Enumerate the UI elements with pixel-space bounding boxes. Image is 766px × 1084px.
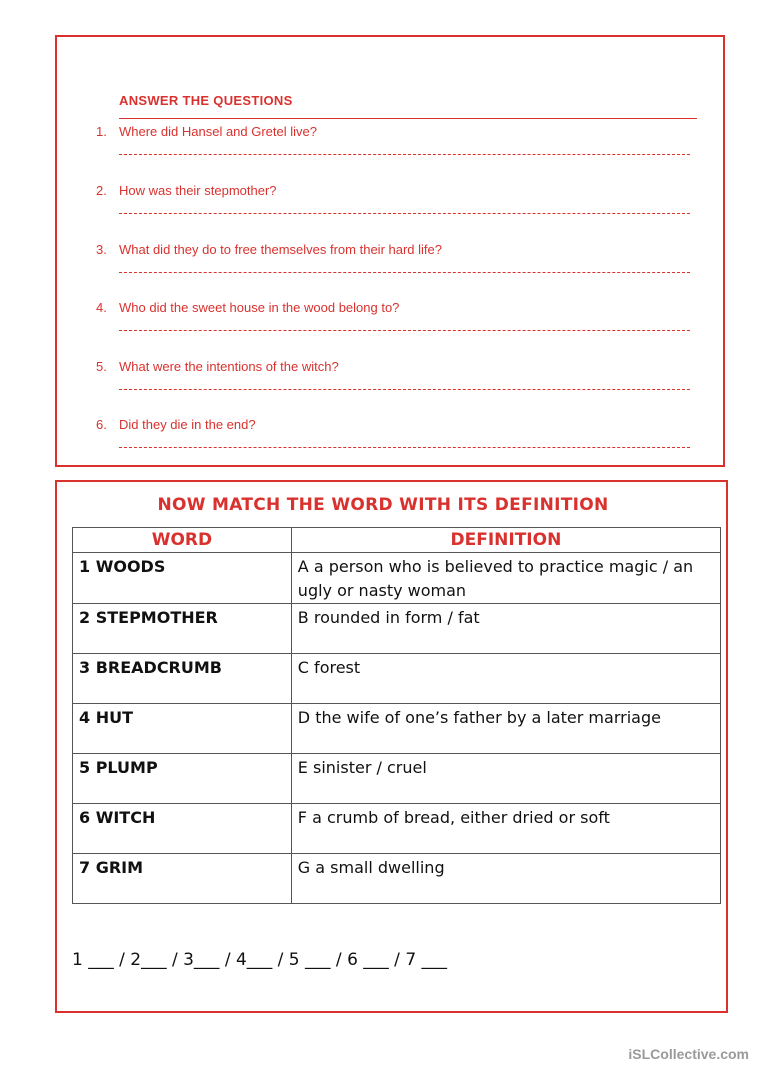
- word-header: WORD: [73, 528, 292, 553]
- question-text: Where did Hansel and Gretel live?: [119, 124, 317, 139]
- question-number: 4.: [96, 300, 107, 315]
- table-row: [73, 754, 721, 804]
- question-item: [0, 359, 766, 417]
- question-number: 5.: [96, 359, 107, 374]
- word-cell: 3 BREADCRUMB: [73, 654, 292, 704]
- word-cell: 2 STEPMOTHER: [73, 604, 292, 654]
- word-cell: 6 WITCH: [73, 804, 292, 854]
- question-item: [0, 417, 766, 475]
- question-text: What were the intentions of the witch?: [119, 359, 339, 374]
- question-number: 1.: [96, 124, 107, 139]
- question-item: [0, 124, 766, 182]
- definition-cell: G a small dwelling: [291, 854, 720, 904]
- question-text: How was their stepmother?: [119, 183, 277, 198]
- definition-cell: F a crumb of bread, either dried or soft: [291, 804, 720, 854]
- matching-title: NOW MATCH THE WORD WITH ITS DEFINITION: [157, 495, 609, 515]
- definition-cell: C forest: [291, 654, 720, 704]
- definition-cell: E sinister / cruel: [291, 754, 720, 804]
- questions-title: ANSWER THE QUESTIONS: [119, 93, 293, 108]
- title-underline: [119, 118, 697, 119]
- matching-answer-blanks[interactable]: 1 ___ / 2___ / 3___ / 4___ / 5 ___ / 6 ___ / 7 ___: [72, 950, 448, 970]
- table-row: [73, 604, 721, 654]
- table-row: [73, 704, 721, 754]
- answer-line[interactable]: [119, 213, 690, 214]
- table-header-row: [73, 528, 721, 553]
- word-cell: 1 WOODS: [73, 553, 292, 604]
- answer-line[interactable]: [119, 447, 690, 448]
- word-cell: 4 HUT: [73, 704, 292, 754]
- table-row: [73, 804, 721, 854]
- question-text: Did they die in the end?: [119, 417, 256, 432]
- question-text: What did they do to free themselves from their hard life?: [119, 242, 442, 257]
- table-row: [73, 654, 721, 704]
- question-item: [0, 300, 766, 358]
- definition-cell: A a person who is believed to practice magic / an ugly or nasty woman: [291, 553, 720, 604]
- question-item: [0, 242, 766, 300]
- definition-header: DEFINITION: [291, 528, 720, 553]
- answer-line[interactable]: [119, 272, 690, 273]
- question-number: 2.: [96, 183, 107, 198]
- question-text: Who did the sweet house in the wood belong to?: [119, 300, 400, 315]
- site-watermark: iSLCollective.com: [628, 1046, 749, 1062]
- word-cell: 5 PLUMP: [73, 754, 292, 804]
- definition-cell: D the wife of one’s father by a later marriage: [291, 704, 720, 754]
- question-number: 6.: [96, 417, 107, 432]
- answer-line[interactable]: [119, 389, 690, 390]
- matching-table: [72, 527, 721, 904]
- answer-line[interactable]: [119, 154, 690, 155]
- answer-line[interactable]: [119, 330, 690, 331]
- definition-cell: B rounded in form / fat: [291, 604, 720, 654]
- question-number: 3.: [96, 242, 107, 257]
- table-row: [73, 854, 721, 904]
- word-cell: 7 GRIM: [73, 854, 292, 904]
- table-row: [73, 553, 721, 604]
- question-item: [0, 183, 766, 241]
